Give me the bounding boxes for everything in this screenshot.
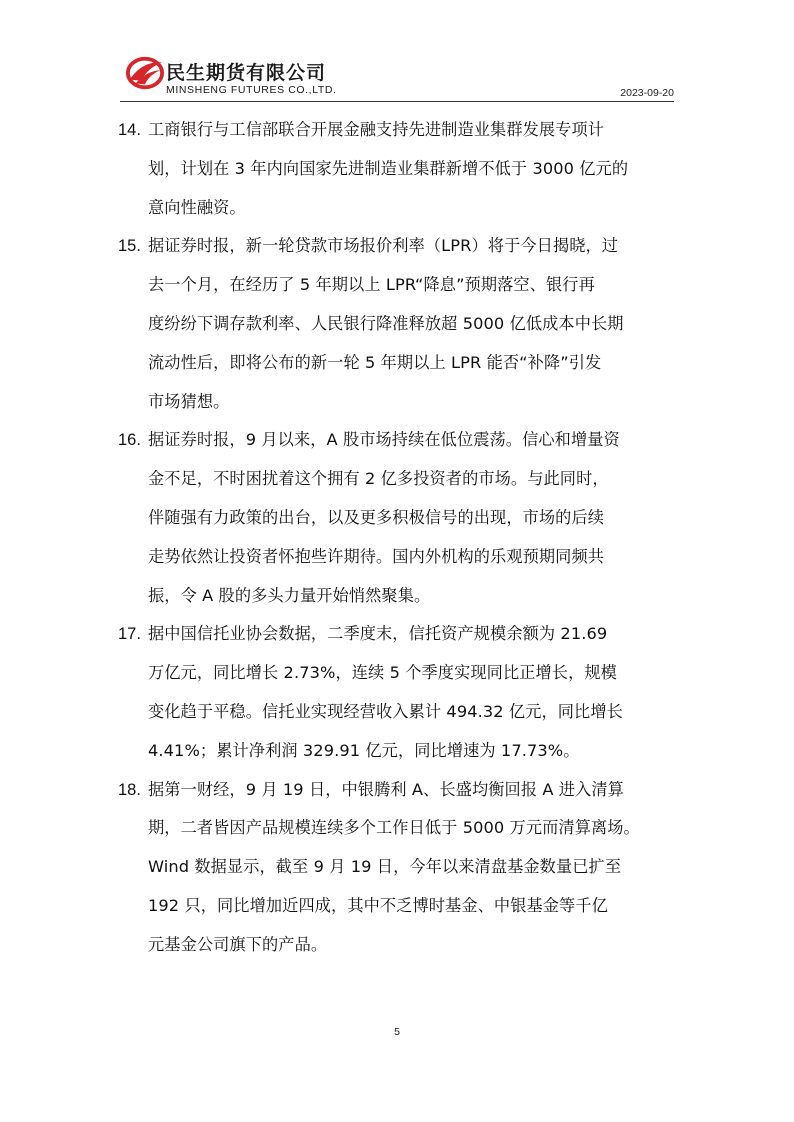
text-line: 走势依然让投资者怀抱些许期待。国内外机构的乐观预期同频共 bbox=[148, 546, 605, 566]
text-line: 伴随强有力政策的出台，以及更多积极信号的出现，市场的后续 bbox=[148, 507, 605, 527]
text-line: 振，令 A 股的多头力量开始悄然聚集。 bbox=[148, 585, 431, 605]
text-line: Wind 数据显示，截至 9 月 19 日，今年以来清盘基金数量已扩至 bbox=[148, 857, 622, 877]
text-line: 据第一财经，9 月 19 日，中银腾利 A、长盛均衡回报 A 进入清算 bbox=[148, 779, 624, 799]
company-name-en: MINSHENG FUTURES CO.,LTD. bbox=[166, 84, 337, 96]
text-line: 市场猜想。 bbox=[148, 391, 230, 411]
text-line: 据证券时报，9 月以来，A 股市场持续在低位震荡。信心和增量资 bbox=[148, 430, 620, 450]
item-number: 17. bbox=[118, 625, 141, 644]
text-line: 去一个月，在经历了 5 年期以上 LPR“降息”预期落空、银行再 bbox=[148, 275, 595, 295]
item-number: 18. bbox=[118, 780, 141, 799]
company-name-cn: 民生期货有限公司 bbox=[166, 62, 327, 84]
text-line: 元基金公司旗下的产品。 bbox=[148, 934, 328, 954]
news-item-15 bbox=[118, 227, 678, 421]
text-line: 万亿元，同比增长 2.73%，连续 5 个季度实现同比正增长，规模 bbox=[148, 663, 617, 683]
news-item-16 bbox=[118, 421, 678, 615]
text-line: 据证券时报，新一轮贷款市场报价利率（LPR）将于今日揭晓，过 bbox=[148, 236, 619, 256]
news-list bbox=[118, 111, 678, 965]
text-line: 金不足，不时困扰着这个拥有 2 亿多投资者的市场。与此同时， bbox=[148, 469, 609, 489]
text-line: 意向性融资。 bbox=[148, 197, 246, 217]
page-header bbox=[120, 50, 674, 102]
item-number: 16. bbox=[118, 431, 141, 450]
text-line: 工商银行与工信部联合开展金融支持先进制造业集群发展专项计 bbox=[148, 120, 605, 139]
news-item-17 bbox=[118, 615, 678, 770]
text-line: 划，计划在 3 年内向国家先进制造业集群新增不低于 3000 亿元的 bbox=[148, 158, 629, 178]
text-line: 据中国信托业协会数据，二季度末，信托资产规模余额为 21.69 bbox=[148, 624, 608, 644]
text-line: 192 只，同比增加近四成，其中不乏博时基金、中银基金等千亿 bbox=[148, 895, 608, 915]
item-text bbox=[148, 421, 678, 615]
item-text bbox=[148, 615, 678, 770]
text-line: 流动性后，即将公布的新一轮 5 年期以上 LPR 能否“补降”引发 bbox=[148, 352, 602, 372]
item-text bbox=[148, 771, 678, 965]
company-logo bbox=[120, 50, 360, 100]
news-item-18 bbox=[118, 771, 678, 965]
text-line: 度纷纷下调存款利率、人民银行降准释放超 5000 亿低成本中长期 bbox=[148, 313, 624, 333]
text-line: 4.41%；累计净利润 329.91 亿元，同比增速为 17.73%。 bbox=[148, 740, 580, 760]
header-divider bbox=[120, 101, 674, 102]
minsheng-logo-icon bbox=[126, 54, 164, 92]
news-item-14 bbox=[118, 111, 678, 227]
item-number: 15. bbox=[118, 237, 141, 256]
item-number: 14. bbox=[118, 121, 141, 139]
report-date: 2023-09-20 bbox=[620, 87, 674, 99]
item-text bbox=[148, 111, 678, 227]
text-line: 期，二者皆因产品规模连续多个工作日低于 5000 万元而清算离场。 bbox=[148, 818, 640, 838]
text-line: 变化趋于平稳。信托业实现经营收入累计 494.32 亿元，同比增长 bbox=[148, 701, 623, 721]
page-number: 5 bbox=[394, 1026, 400, 1038]
item-text bbox=[148, 227, 678, 421]
